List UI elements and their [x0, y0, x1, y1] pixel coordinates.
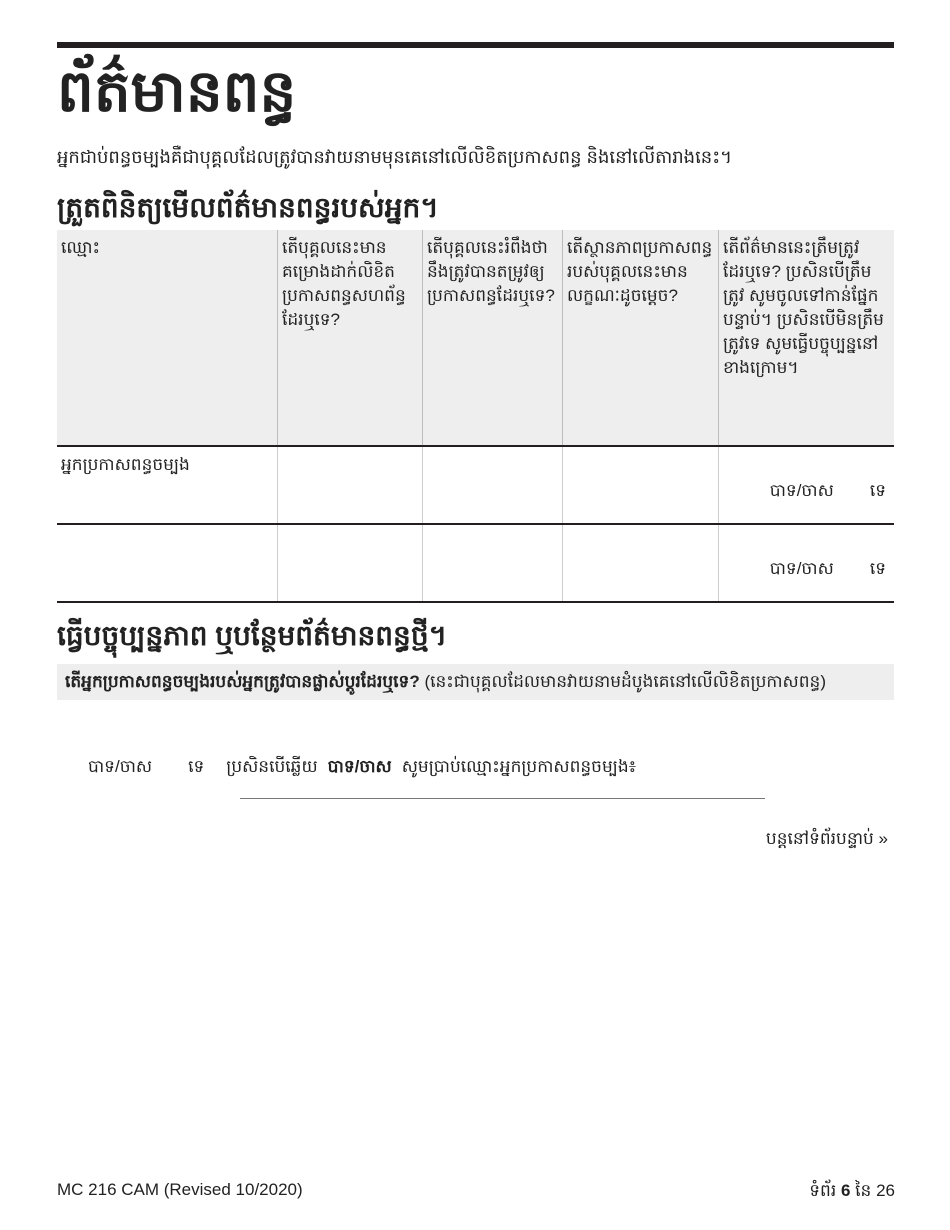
col-header-required: តើបុគ្គលនេះរំពឹងថានឹងត្រូវបានតម្រូវឲ្យប្រកាសពន្ធដែរឬទេ?: [423, 230, 563, 446]
of-label: នៃ: [855, 1181, 872, 1200]
cell-plan-file[interactable]: [278, 446, 423, 524]
cell-required[interactable]: [423, 524, 563, 602]
cell-filing-status[interactable]: [563, 446, 719, 524]
top-rule: [57, 42, 894, 48]
section-heading-review: ត្រួតពិនិត្យមើលព័ត៌មានពន្ធរបស់អ្នក។: [57, 192, 439, 223]
page-title: ព័ត៌មានពន្ធ: [57, 59, 297, 124]
yes-option[interactable]: បាទ/ចាស: [88, 757, 153, 776]
cell-plan-file[interactable]: [278, 524, 423, 602]
cell-correct: [719, 524, 895, 602]
section-heading-update: ធ្វើបច្ចុប្បន្នភាព ឬបន្ថែមព័ត៌មានពន្ធថ្មី។: [57, 620, 448, 651]
intro-text: អ្នកជាប់ពន្ធចម្បងគឺជាបុគ្គលដែលត្រូវបានវាយនាមមុនគេនៅលើលិខិតប្រកាសពន្ធ និងនៅលើតារាងនេះ។: [57, 147, 732, 167]
question-box: [57, 664, 894, 700]
table-row: [57, 446, 894, 524]
instruction-prefix: ប្រសិនបើឆ្លើយ: [226, 757, 318, 776]
tax-info-table: [57, 230, 894, 603]
col-header-correct: តើព័ត៌មាននេះត្រឹមត្រូវដែរឬទេ? ប្រសិនបើត្រឹមត្រូវ សូមចូលទៅកាន់ផ្នែកបន្ទាប់។ ប្រសិនបើមិនត្រឹមត្រូវទេ សូមធ្វើបច្ចុប្បន្ននៅខាងក្រោម។: [719, 230, 895, 446]
primary-filer-name-field[interactable]: [240, 798, 765, 799]
cell-required[interactable]: [423, 446, 563, 524]
cell-filing-status[interactable]: [563, 524, 719, 602]
answer-line: [88, 754, 636, 780]
page-current: 6: [840, 1181, 851, 1200]
no-option[interactable]: ទេ: [869, 559, 886, 578]
col-header-plan-file: តើបុគ្គលនេះមានគម្រោងដាក់លិខិតប្រកាសពន្ធសហព័ន្ធដែរឬទេ?: [278, 230, 423, 446]
question-note: (នេះជាបុគ្គលដែលមានវាយនាមដំបូងគេនៅលើលិខិតប្រកាសពន្ធ): [424, 672, 826, 691]
col-header-name: ឈ្មោះ: [57, 230, 278, 446]
row-name[interactable]: [57, 524, 278, 602]
question-text: តើអ្នកប្រកាសពន្ធចម្បងរបស់អ្នកត្រូវបានផ្លាស់ប្ដូរដែរឬទេ?: [65, 672, 420, 691]
table-row: [57, 524, 894, 602]
form-id: MC 216 CAM (Revised 10/2020): [57, 1180, 303, 1199]
table-header-row: [57, 230, 894, 446]
instruction-suffix: សូមប្រាប់ឈ្មោះអ្នកប្រកាសពន្ធចម្បង៖: [401, 757, 637, 776]
col-header-filing-status: តើស្ថានភាពប្រកាសពន្ធរបស់បុគ្គលនេះមានលក្ខណៈដូចម្ដេច?: [563, 230, 719, 446]
continue-next-page: បន្តនៅទំព័របន្ទាប់ »: [765, 829, 888, 848]
no-option[interactable]: ទេ: [188, 757, 205, 776]
yes-option[interactable]: បាទ/ចាស: [769, 559, 834, 578]
instruction-bold: បាទ/ចាស: [327, 757, 392, 776]
yes-option[interactable]: បាទ/ចាស: [769, 481, 834, 500]
cell-correct: [719, 446, 895, 524]
no-option[interactable]: ទេ: [869, 481, 886, 500]
page-total: 26: [876, 1181, 895, 1200]
page-label: ទំព័រ: [809, 1181, 837, 1200]
page-number: [809, 1180, 895, 1205]
row-name: អ្នកប្រកាសពន្ធចម្បង: [57, 446, 278, 524]
